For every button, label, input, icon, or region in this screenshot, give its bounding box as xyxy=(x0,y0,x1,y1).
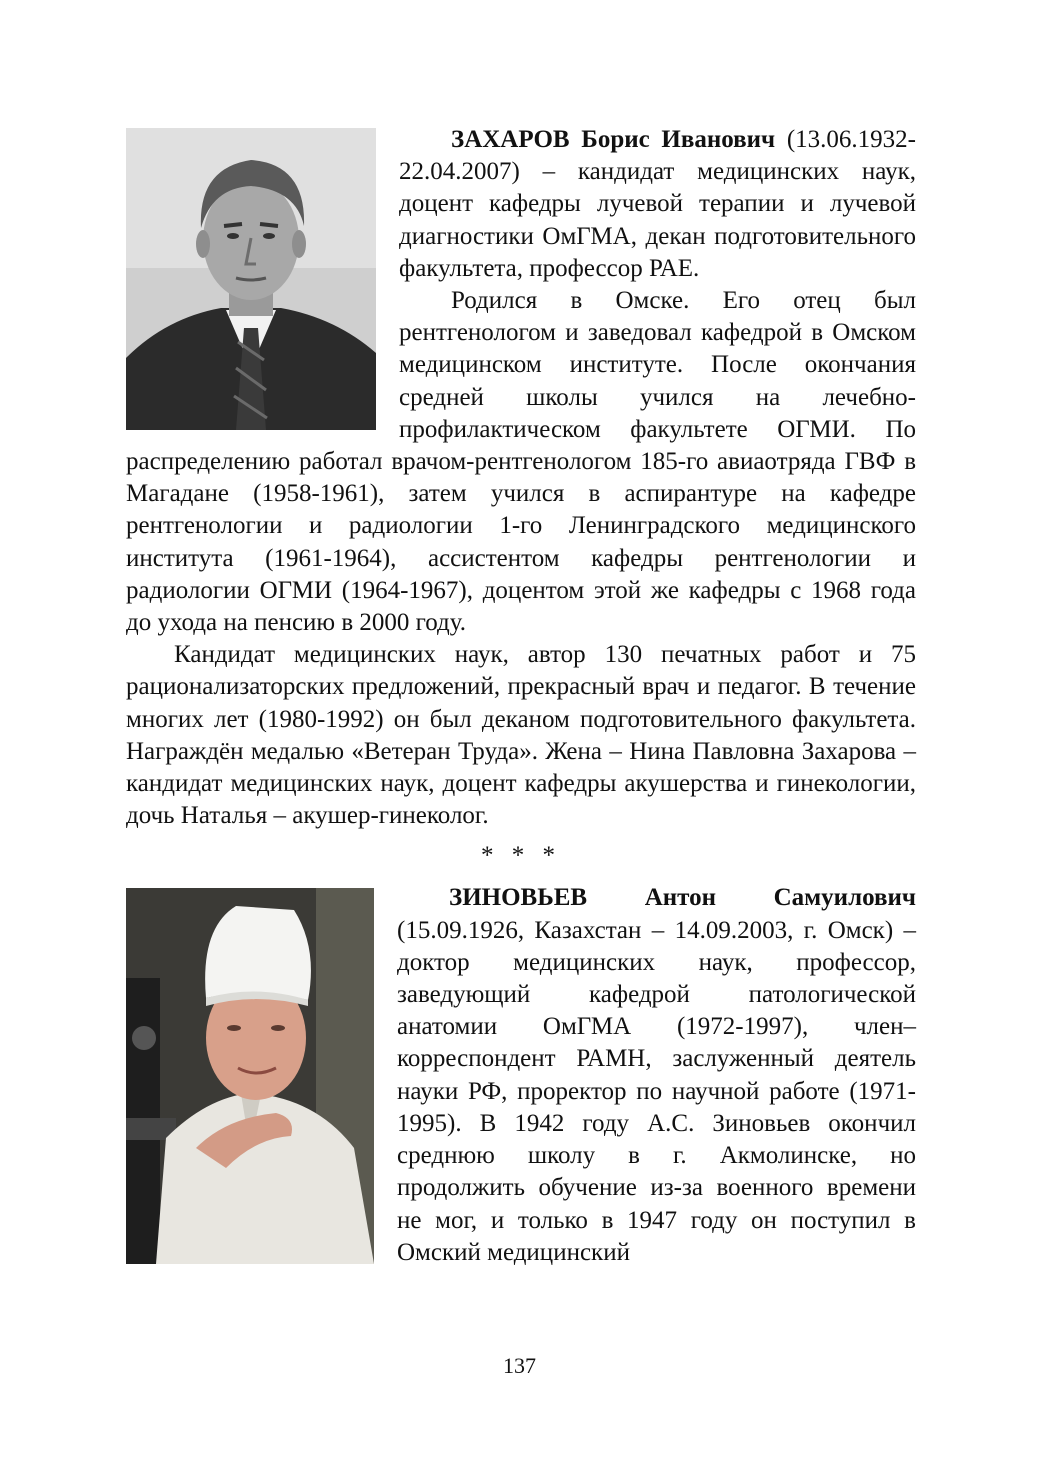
person-name: ЗАХАРОВ Борис Иванович xyxy=(451,126,776,153)
biography-paragraph: Родился в Омске. Его отец был рентгенологом и заведовал кафедрой в Омском медицинском институте. После окончания средней школы учился на лечебно-профилактическом факультете ОГМИ. По распределению работал врачом-рентгенологом 185-го авиаотряда ГВФ в Магадане (1958-1961), затем учился в аспирантуре на кафедре рентгенологии и радиологии 1-го Ленинградского медицинского института (1961-1964), ассистентом кафедры рентгенологии и радиологии ОГМИ (1964-1967), доцентом этой же кафедры с 1968 года до ухода на пенсию в 2000 году. xyxy=(126,287,916,637)
section-separator: * * * xyxy=(481,842,561,870)
portrait-photo-zinoviev xyxy=(126,888,374,1264)
page-content xyxy=(126,124,916,1272)
portrait-photo-zakharov xyxy=(126,128,376,430)
person-intro: (15.09.1926, Казахстан – 14.09.2003, г. Омск) – доктор медицинских наук, профессор, заведующий кафедрой патологической анатомии ОмГМА (1972-1997), член–корреспондент РАМН, заслуженный деятель науки РФ, проректор по научной работе (1971-1995). В 1942 году А.С. Зиновьев окончил среднюю школу в г. Акмолинске, но продолжить обучение из-за военного времени не мог, и только в 1947 году он поступил в Омский медицинский xyxy=(397,916,916,1266)
biography-entry-zakharov xyxy=(126,124,916,832)
person-name: ЗИНОВЬЕВ Антон Самуилович xyxy=(449,884,916,912)
person-intro: (13.06.1932-22.04.2007) – кандидат медицинских наук, доцент кафедры лучевой терапии и лучевой диагностики ОмГМА, декан подготовительного факультета, профессор РАЕ. xyxy=(399,126,916,282)
page-number: 137 xyxy=(503,1353,536,1378)
biography-paragraph: Кандидат медицинских наук, автор 130 печатных работ и 75 рационализаторских предложений, прекрасный врач и педагог. В течение многих лет (1980-1992) он был деканом подготовительного факультета. Награждён медалью «Ветеран Труда». Жена – Нина Павловна Захарова – кандидат медицинских наук, доцент кафедры акушерства и гинекологии, дочь Наталья – акушер-гинеколог. xyxy=(126,641,916,830)
biography-entry-zinoviev xyxy=(126,882,916,1268)
